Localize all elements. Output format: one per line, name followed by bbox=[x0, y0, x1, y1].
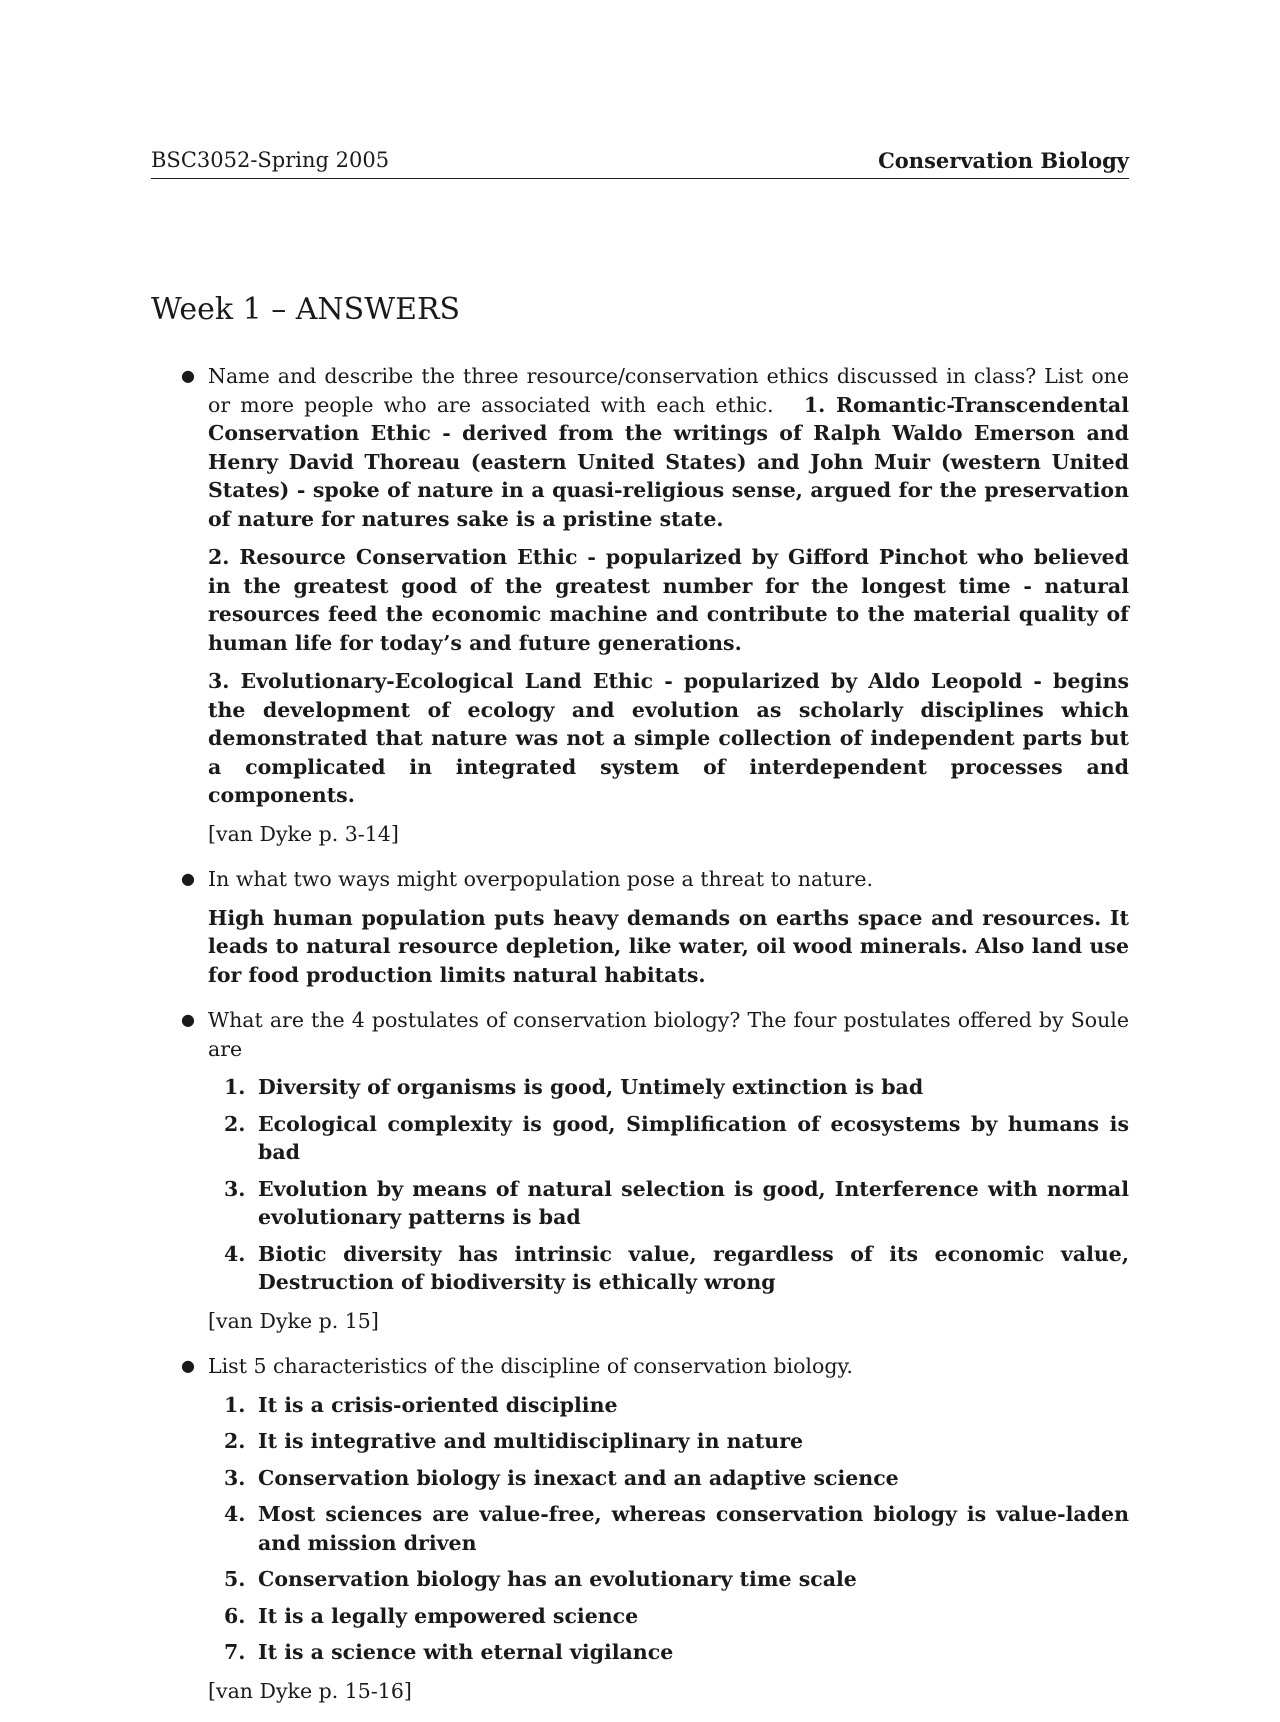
bullet-icon: ● bbox=[181, 1010, 195, 1029]
answer-text: 1. Romantic-Transcendental Conservation Ethic - derived from the writings of Ralph Waldo Emerson and Henry David Thoreau (eastern United States) and John Muir (western United States) - spoke of nature in a quasi-religious sense, argued for the preservation of nature for natures sake is a pristine state. bbox=[208, 392, 1129, 531]
postulates-list bbox=[208, 1073, 1129, 1297]
course-code: BSC3052-Spring 2005 bbox=[151, 148, 390, 172]
question-block bbox=[208, 362, 1129, 533]
question-item bbox=[151, 865, 1129, 989]
answers-list bbox=[151, 362, 1129, 1722]
list-item: 4. Most sciences are value-free, whereas conservation biology is value-laden and mission driven bbox=[224, 1502, 1129, 1555]
list-item: 5. Conservation biology has an evolutionary time scale bbox=[224, 1567, 857, 1591]
page-title: Week 1 – ANSWERS bbox=[151, 292, 461, 327]
page-header bbox=[151, 148, 1129, 179]
answer-text: 3. Evolutionary-Ecological Land Ethic - popularized by Aldo Leopold - begins the development of ecology and evolution as scholarly disciplines which demonstrated that nature was not a simple collection of independent parts but a complicated in integrated system of interdependent processes and components. bbox=[208, 669, 1129, 807]
bullet-icon: ● bbox=[181, 1356, 195, 1375]
answer-text: 2. Resource Conservation Ethic - popularized by Gifford Pinchot who believed in the greatest good of the greatest number for the longest time - natural resources feed the economic machine and contribute to the material quality of human life for today’s and future generations. bbox=[208, 545, 1129, 655]
list-item: 2. Ecological complexity is good, Simplification of ecosystems by humans is bad bbox=[224, 1111, 1129, 1164]
list-item: 1. Diversity of organisms is good, Untimely extinction is bad bbox=[224, 1075, 924, 1099]
reference: [van Dyke p. 15] bbox=[208, 1308, 379, 1333]
list-item: 1. It is a crisis-oriented discipline bbox=[224, 1392, 618, 1417]
question-item bbox=[151, 1006, 1129, 1335]
bullet-icon: ● bbox=[181, 366, 195, 385]
reference: [van Dyke p. 3-14] bbox=[208, 821, 399, 846]
reference: [van Dyke p. 15-16] bbox=[208, 1678, 412, 1703]
list-item: 3. Evolution by means of natural selection is good, Interference with normal evolutionary patterns is bad bbox=[224, 1176, 1129, 1229]
question-item bbox=[151, 362, 1129, 848]
characteristics-list bbox=[208, 1391, 1129, 1667]
list-item: 4. Biotic diversity has intrinsic value, regardless of its economic value, Destruction of biodiversity is ethically wrong bbox=[224, 1241, 1129, 1294]
question-text: What are the 4 postulates of conservation biology? The four postulates offered by Soule are bbox=[208, 1008, 1129, 1061]
list-item: 2. It is integrative and multidisciplinary in nature bbox=[224, 1429, 804, 1453]
course-subject: Conservation Biology bbox=[878, 148, 1129, 173]
question-item bbox=[151, 1352, 1129, 1705]
question-text: List 5 characteristics of the discipline of conservation biology. bbox=[208, 1354, 853, 1378]
answer-text: High human population puts heavy demands on earths space and resources. It leads to natural resource depletion, like water, oil wood minerals. Also land use for food production limits natural habitats. bbox=[208, 905, 1129, 987]
question-text: Name and describe the three resource/conservation ethics discussed in class? List one or more people who are associated with each ethic. bbox=[208, 364, 1129, 417]
bullet-icon: ● bbox=[181, 869, 195, 888]
list-item: 7. It is a science with eternal vigilance bbox=[224, 1640, 674, 1664]
question-text: In what two ways might overpopulation pose a threat to nature. bbox=[208, 867, 874, 891]
list-item: 6. It is a legally empowered science bbox=[224, 1603, 639, 1628]
list-item: 3. Conservation biology is inexact and an adaptive science bbox=[224, 1465, 899, 1490]
